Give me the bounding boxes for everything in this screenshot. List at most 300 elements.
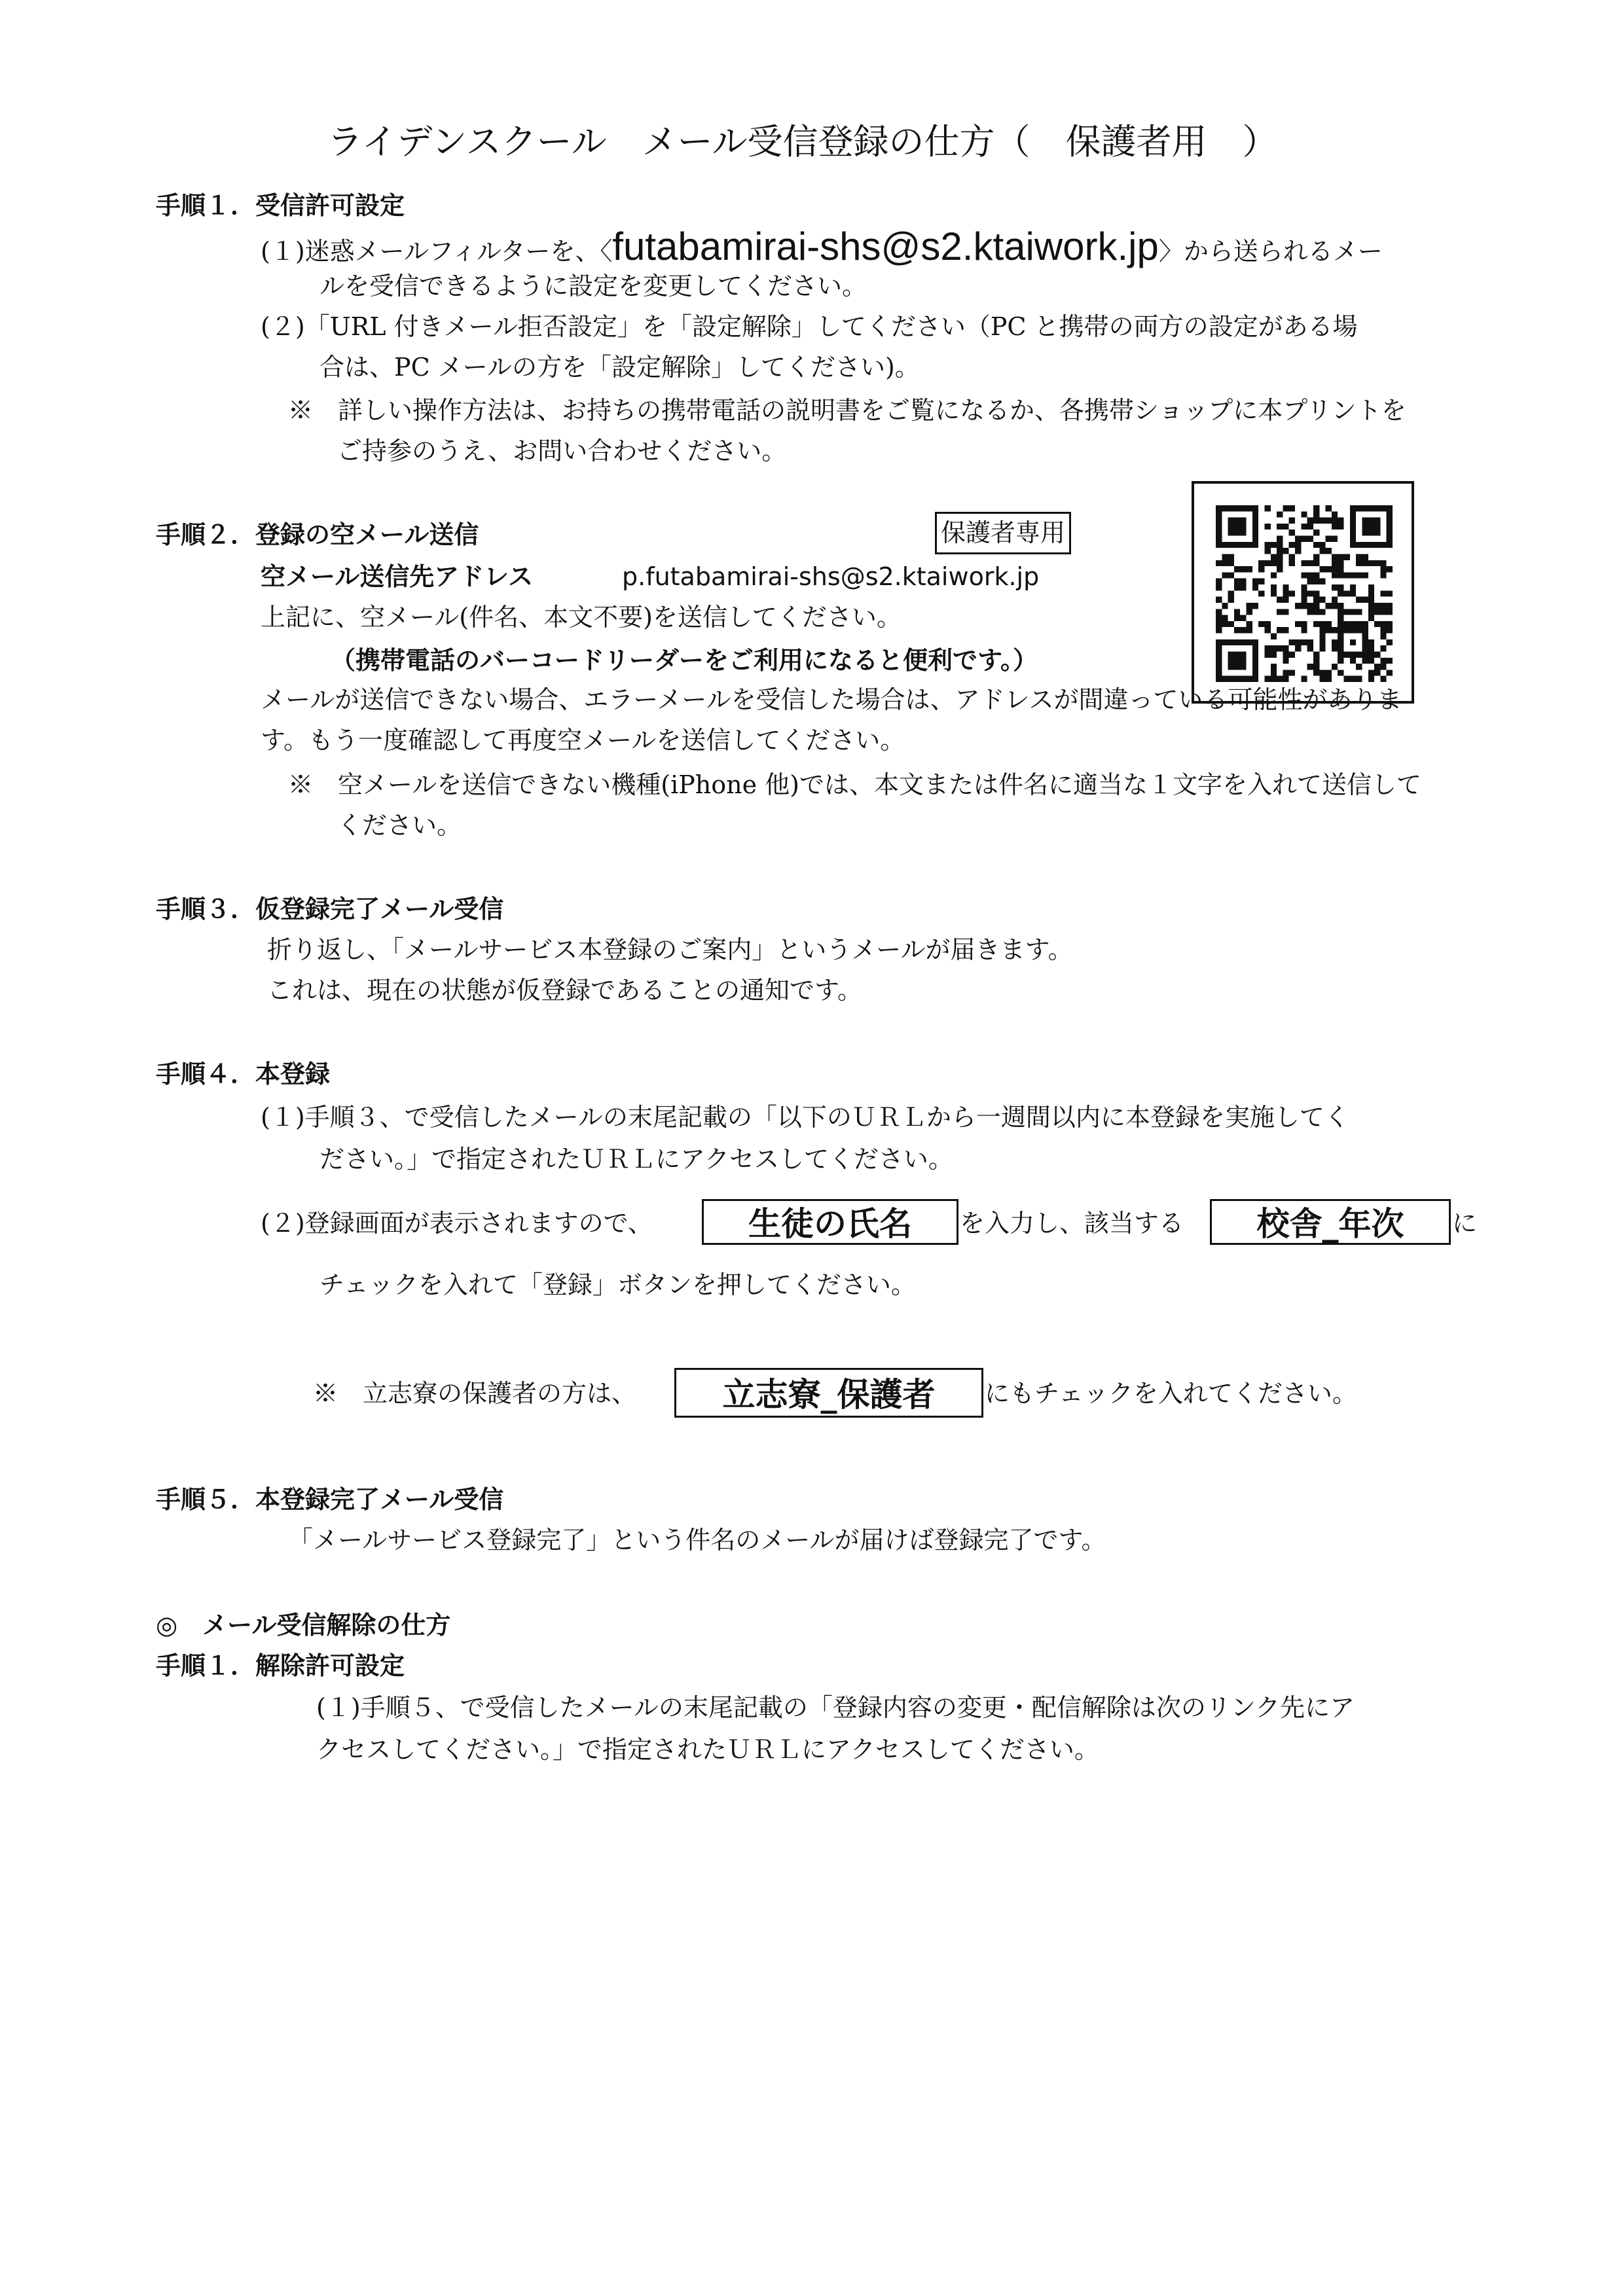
qr-module: [1313, 603, 1319, 609]
qr-module: [1252, 536, 1258, 542]
qr-module: [1271, 664, 1277, 670]
qr-module: [1264, 621, 1270, 627]
qr-module: [1247, 639, 1252, 645]
student-name-field: 生徒の氏名: [702, 1199, 958, 1245]
qr-module: [1271, 670, 1277, 675]
qr-module: [1368, 560, 1374, 566]
qr-module: [1313, 651, 1319, 657]
qr-module: [1252, 518, 1258, 524]
qr-module: [1301, 621, 1307, 627]
qr-module: [1252, 529, 1258, 535]
qr-module: [1380, 664, 1386, 670]
qr-module: [1374, 524, 1380, 529]
qr-module: [1258, 566, 1264, 572]
qr-module: [1301, 560, 1307, 566]
page-title: ライデンスクール メール受信登録の仕方（ 保護者用 ）: [327, 121, 1278, 162]
qr-module: [1332, 603, 1338, 609]
qr-module: [1387, 639, 1393, 645]
qr-module: [1362, 621, 1368, 627]
qr-module: [1344, 627, 1350, 633]
qr-module: [1387, 505, 1393, 511]
barcode-note: （携帯電話のバーコードリーダーをご利用になると便利です。）: [331, 646, 1038, 675]
qr-module: [1380, 609, 1386, 615]
qr-module: [1356, 651, 1362, 657]
qr-module: [1240, 524, 1246, 529]
qr-module: [1319, 542, 1325, 548]
step4-item1-line2: ださい。」で指定されたＵＲＬにアクセスしてください。: [319, 1145, 953, 1174]
qr-module: [1332, 572, 1338, 578]
qr-module: [1228, 560, 1234, 566]
qr-module: [1283, 627, 1288, 633]
qr-module: [1295, 536, 1301, 542]
qr-module: [1387, 670, 1393, 675]
qr-module: [1264, 627, 1270, 633]
qr-module: [1387, 609, 1393, 615]
qr-module: [1222, 505, 1228, 511]
qr-module: [1252, 670, 1258, 675]
qr-module: [1295, 639, 1301, 645]
step3-line1: 折り返し、「メールサービス本登録のご案内」というメールが届きます。: [267, 935, 1073, 964]
qr-module: [1319, 597, 1325, 603]
qr-module: [1374, 529, 1380, 535]
qr-module: [1228, 590, 1234, 596]
qr-module: [1374, 670, 1380, 675]
qr-module: [1380, 566, 1386, 572]
qr-module: [1332, 584, 1338, 590]
qr-module: [1216, 560, 1222, 566]
step1-heading: 手順１．受信許可設定: [156, 191, 405, 220]
qr-module: [1338, 627, 1343, 633]
qr-module: [1258, 560, 1264, 566]
qr-module: [1264, 560, 1270, 566]
empty-mail-address[interactable]: p.futabamirai-shs@s2.ktaiwork.jp: [622, 562, 1040, 591]
qr-module: [1356, 542, 1362, 548]
qr-module: [1350, 590, 1356, 596]
qr-module: [1362, 658, 1368, 664]
qr-module: [1216, 621, 1222, 627]
qr-module: [1374, 505, 1380, 511]
qr-module: [1228, 554, 1234, 560]
qr-module: [1332, 554, 1338, 560]
qr-module: [1380, 658, 1386, 664]
qr-module: [1387, 658, 1393, 664]
step5-heading: 手順５．本登録完了メール受信: [156, 1485, 504, 1514]
qr-module: [1271, 560, 1277, 566]
qr-module: [1247, 627, 1252, 633]
qr-module: [1228, 621, 1234, 627]
qr-module: [1362, 645, 1368, 651]
qr-module: [1307, 536, 1313, 542]
qr-module: [1332, 645, 1338, 651]
campus-year-field: 校舎_年次: [1210, 1199, 1451, 1245]
qr-module: [1387, 627, 1393, 633]
step4-item2-mid: を入力し、該当する: [960, 1209, 1184, 1238]
qr-module: [1326, 536, 1332, 542]
qr-module: [1338, 670, 1343, 675]
qr-module: [1368, 658, 1374, 664]
qr-module: [1362, 542, 1368, 548]
step1-item1-line2: ルを受信できるように設定を変更してください。: [319, 272, 867, 300]
cancel-step-heading: 手順１．解除許可設定: [156, 1651, 405, 1680]
qr-module: [1228, 658, 1234, 664]
qr-module: [1338, 658, 1343, 664]
qr-module: [1356, 664, 1362, 670]
qr-module: [1283, 597, 1288, 603]
qr-module: [1222, 542, 1228, 548]
qr-module: [1362, 524, 1368, 529]
qr-module: [1319, 670, 1325, 675]
step4-note-suffix: にもチェックを入れてください。: [985, 1379, 1357, 1408]
qr-module: [1247, 566, 1252, 572]
qr-module: [1216, 511, 1222, 517]
qr-module: [1368, 603, 1374, 609]
qr-module: [1283, 524, 1288, 529]
qr-module: [1338, 615, 1343, 621]
qr-module: [1307, 609, 1313, 615]
qr-module: [1271, 590, 1277, 596]
qr-module: [1234, 566, 1240, 572]
qr-module: [1247, 505, 1252, 511]
qr-module: [1301, 536, 1307, 542]
qr-module: [1380, 645, 1386, 651]
qr-module: [1332, 560, 1338, 566]
qr-module: [1216, 536, 1222, 542]
qr-module: [1368, 524, 1374, 529]
qr-module: [1338, 560, 1343, 566]
qr-module: [1356, 597, 1362, 603]
qr-module: [1252, 658, 1258, 664]
step1-item2-line2: 合は、PC メールの方を「設定解除」してください)。: [319, 353, 920, 382]
qr-module: [1368, 529, 1374, 535]
qr-module: [1289, 542, 1295, 548]
qr-module: [1228, 529, 1234, 535]
qr-module: [1271, 554, 1277, 560]
step2-heading: 手順２．登録の空メール送信: [156, 520, 479, 549]
qr-code-frame: [1192, 481, 1414, 704]
qr-module: [1356, 572, 1362, 578]
qr-module: [1240, 627, 1246, 633]
qr-module: [1301, 597, 1307, 603]
qr-module: [1252, 524, 1258, 529]
qr-module: [1222, 639, 1228, 645]
qr-module: [1301, 511, 1307, 517]
qr-module: [1228, 597, 1234, 603]
step1-item1-suffix: 〉から送られるメー: [1158, 237, 1383, 266]
qr-module: [1344, 609, 1350, 615]
qr-module: [1252, 584, 1258, 590]
qr-module: [1247, 609, 1252, 615]
qr-module: [1277, 542, 1283, 548]
qr-module: [1216, 579, 1222, 584]
qr-module: [1252, 645, 1258, 651]
qr-module: [1228, 572, 1234, 578]
qr-module: [1338, 621, 1343, 627]
qr-module: [1289, 505, 1295, 511]
qr-module: [1338, 639, 1343, 645]
qr-module: [1216, 505, 1222, 511]
qr-module: [1277, 609, 1283, 615]
qr-module: [1307, 524, 1313, 529]
qr-module: [1240, 639, 1246, 645]
qr-module: [1380, 560, 1386, 566]
qr-module: [1387, 524, 1393, 529]
qr-module: [1289, 518, 1295, 524]
parent-only-badge: 保護者専用: [935, 512, 1071, 554]
qr-module: [1264, 645, 1270, 651]
qr-module: [1313, 670, 1319, 675]
qr-module: [1228, 664, 1234, 670]
qr-module: [1338, 566, 1343, 572]
qr-module: [1332, 664, 1338, 670]
step4-item1-line1: (１)手順３、で受信したメールの末尾記載の「以下のＵＲＬから一週間以内に本登録を実施してく: [261, 1103, 1349, 1132]
qr-module: [1289, 670, 1295, 675]
qr-module: [1374, 664, 1380, 670]
qr-module: [1319, 634, 1325, 639]
qr-module: [1295, 645, 1301, 651]
qr-module: [1216, 664, 1222, 670]
qr-module: [1307, 572, 1313, 578]
qr-module: [1387, 536, 1393, 542]
qr-module: [1247, 542, 1252, 548]
qr-module: [1307, 579, 1313, 584]
qr-module: [1313, 597, 1319, 603]
qr-module: [1240, 579, 1246, 584]
qr-module: [1258, 579, 1264, 584]
qr-module: [1332, 597, 1338, 603]
qr-module: [1264, 505, 1270, 511]
qr-module: [1234, 579, 1240, 584]
qr-module: [1283, 670, 1288, 675]
qr-module: [1313, 518, 1319, 524]
qr-module: [1350, 536, 1356, 542]
qr-module: [1234, 615, 1240, 621]
qr-module: [1338, 554, 1343, 560]
qr-module: [1240, 518, 1246, 524]
qr-module: [1313, 505, 1319, 511]
qr-module: [1228, 505, 1234, 511]
qr-module: [1252, 664, 1258, 670]
qr-module: [1313, 542, 1319, 548]
qr-module: [1307, 518, 1313, 524]
qr-module: [1252, 542, 1258, 548]
qr-module: [1240, 566, 1246, 572]
qr-module: [1271, 651, 1277, 657]
qr-module: [1264, 542, 1270, 548]
qr-module: [1271, 634, 1277, 639]
qr-module: [1222, 572, 1228, 578]
qr-module: [1271, 572, 1277, 578]
qr-module: [1319, 621, 1325, 627]
step4-item2-prefix: (２)登録画面が表示されますので、: [261, 1209, 653, 1238]
qr-module: [1234, 658, 1240, 664]
qr-module: [1234, 609, 1240, 615]
qr-module: [1380, 634, 1386, 639]
qr-module: [1313, 590, 1319, 596]
qr-module: [1362, 597, 1368, 603]
qr-module: [1374, 651, 1380, 657]
qr-module: [1368, 597, 1374, 603]
qr-module: [1368, 518, 1374, 524]
qr-module: [1289, 554, 1295, 560]
qr-module: [1228, 524, 1234, 529]
qr-module: [1283, 505, 1288, 511]
qr-module: [1313, 529, 1319, 535]
qr-module: [1338, 584, 1343, 590]
qr-module: [1368, 609, 1374, 615]
qr-module: [1277, 645, 1283, 651]
qr-module: [1283, 651, 1288, 657]
qr-module: [1344, 621, 1350, 627]
qr-module: [1234, 524, 1240, 529]
qr-module: [1356, 560, 1362, 566]
qr-module: [1289, 639, 1295, 645]
qr-module: [1277, 597, 1283, 603]
qr-module: [1338, 590, 1343, 596]
qr-module: [1326, 518, 1332, 524]
qr-module: [1234, 627, 1240, 633]
qr-module: [1264, 524, 1270, 529]
qr-module: [1362, 651, 1368, 657]
qr-module: [1362, 554, 1368, 560]
step1-note-line1: ※ 詳しい操作方法は、お持ちの携帯電話の説明書をご覧になるか、各携帯ショップに本プリントを: [288, 396, 1406, 425]
qr-module: [1222, 560, 1228, 566]
qr-module: [1234, 542, 1240, 548]
qr-module: [1283, 584, 1288, 590]
step2-error-line2: す。もう一度確認して再度空メールを送信してください。: [261, 726, 905, 755]
qr-module: [1228, 639, 1234, 645]
step3-heading: 手順３．仮登録完了メール受信: [156, 895, 504, 924]
qr-module: [1350, 511, 1356, 517]
qr-module: [1374, 542, 1380, 548]
step1-note-line2: ご持参のうえ、お問い合わせください。: [337, 437, 787, 465]
qr-module: [1313, 609, 1319, 615]
qr-module: [1307, 590, 1313, 596]
qr-module: [1380, 572, 1386, 578]
qr-module: [1380, 505, 1386, 511]
qr-module: [1228, 518, 1234, 524]
qr-module: [1271, 542, 1277, 548]
qr-code-icon: [1216, 505, 1393, 682]
qr-module: [1252, 579, 1258, 584]
step2-line1: 上記に、空メール(件名、本文不要)を送信してください。: [261, 603, 902, 632]
qr-module: [1222, 603, 1228, 609]
qr-module: [1264, 548, 1270, 554]
qr-module: [1326, 505, 1332, 511]
qr-module: [1283, 658, 1288, 664]
qr-module: [1362, 560, 1368, 566]
qr-module: [1240, 584, 1246, 590]
qr-module: [1216, 658, 1222, 664]
qr-module: [1344, 554, 1350, 560]
qr-module: [1362, 529, 1368, 535]
qr-module: [1234, 664, 1240, 670]
qr-module: [1228, 542, 1234, 548]
qr-module: [1319, 548, 1325, 554]
qr-module: [1216, 651, 1222, 657]
qr-module: [1387, 603, 1393, 609]
qr-module: [1362, 627, 1368, 633]
qr-module: [1301, 627, 1307, 633]
qr-module: [1380, 603, 1386, 609]
qr-module: [1332, 524, 1338, 529]
qr-module: [1368, 651, 1374, 657]
qr-module: [1240, 505, 1246, 511]
qr-module: [1368, 639, 1374, 645]
qr-module: [1301, 524, 1307, 529]
qr-module: [1216, 542, 1222, 548]
qr-module: [1319, 609, 1325, 615]
step4-note-prefix: ※ 立志寮の保護者の方は、: [313, 1379, 637, 1408]
qr-module: [1380, 621, 1386, 627]
qr-module: [1216, 524, 1222, 529]
qr-module: [1338, 645, 1343, 651]
qr-module: [1332, 518, 1338, 524]
qr-module: [1368, 505, 1374, 511]
step4-heading: 手順４．本登録: [156, 1060, 331, 1088]
qr-module: [1326, 627, 1332, 633]
qr-module: [1301, 572, 1307, 578]
qr-module: [1350, 505, 1356, 511]
qr-module: [1252, 511, 1258, 517]
qr-module: [1362, 505, 1368, 511]
step2-note-line1: ※ 空メールを送信できない機種(iPhone 他)では、本文または件名に適当な１文字を入れて送信して: [288, 770, 1422, 799]
qr-module: [1240, 658, 1246, 664]
qr-module: [1228, 651, 1234, 657]
qr-module: [1216, 615, 1222, 621]
qr-module: [1307, 603, 1313, 609]
qr-module: [1295, 603, 1301, 609]
qr-module: [1338, 518, 1343, 524]
qr-module: [1387, 542, 1393, 548]
qr-module: [1356, 627, 1362, 633]
qr-module: [1216, 584, 1222, 590]
qr-module: [1216, 627, 1222, 633]
qr-module: [1356, 609, 1362, 615]
qr-module: [1222, 621, 1228, 627]
qr-module: [1350, 529, 1356, 535]
qr-module: [1344, 572, 1350, 578]
qr-module: [1368, 542, 1374, 548]
qr-module: [1338, 609, 1343, 615]
qr-module: [1277, 536, 1283, 542]
qr-module: [1240, 542, 1246, 548]
qr-module: [1387, 590, 1393, 596]
qr-module: [1387, 518, 1393, 524]
qr-module: [1374, 621, 1380, 627]
qr-module: [1387, 529, 1393, 535]
qr-module: [1222, 615, 1228, 621]
cancel-heading: ◎ メール受信解除の仕方: [156, 1611, 451, 1640]
qr-module: [1313, 572, 1319, 578]
qr-module: [1332, 536, 1338, 542]
qr-module: [1271, 645, 1277, 651]
cancel-line2: クセスしてください。」で指定されたＵＲＬにアクセスしてください。: [316, 1735, 1099, 1764]
qr-module: [1313, 658, 1319, 664]
qr-module: [1368, 615, 1374, 621]
qr-module: [1368, 584, 1374, 590]
qr-module: [1350, 542, 1356, 548]
qr-module: [1234, 584, 1240, 590]
qr-module: [1338, 524, 1343, 529]
dorm-parent-field: 立志寮_保護者: [674, 1368, 983, 1418]
qr-module: [1362, 639, 1368, 645]
qr-module: [1234, 651, 1240, 657]
qr-module: [1380, 627, 1386, 633]
qr-module: [1234, 529, 1240, 535]
qr-module: [1295, 542, 1301, 548]
qr-module: [1283, 590, 1288, 596]
qr-module: [1344, 651, 1350, 657]
